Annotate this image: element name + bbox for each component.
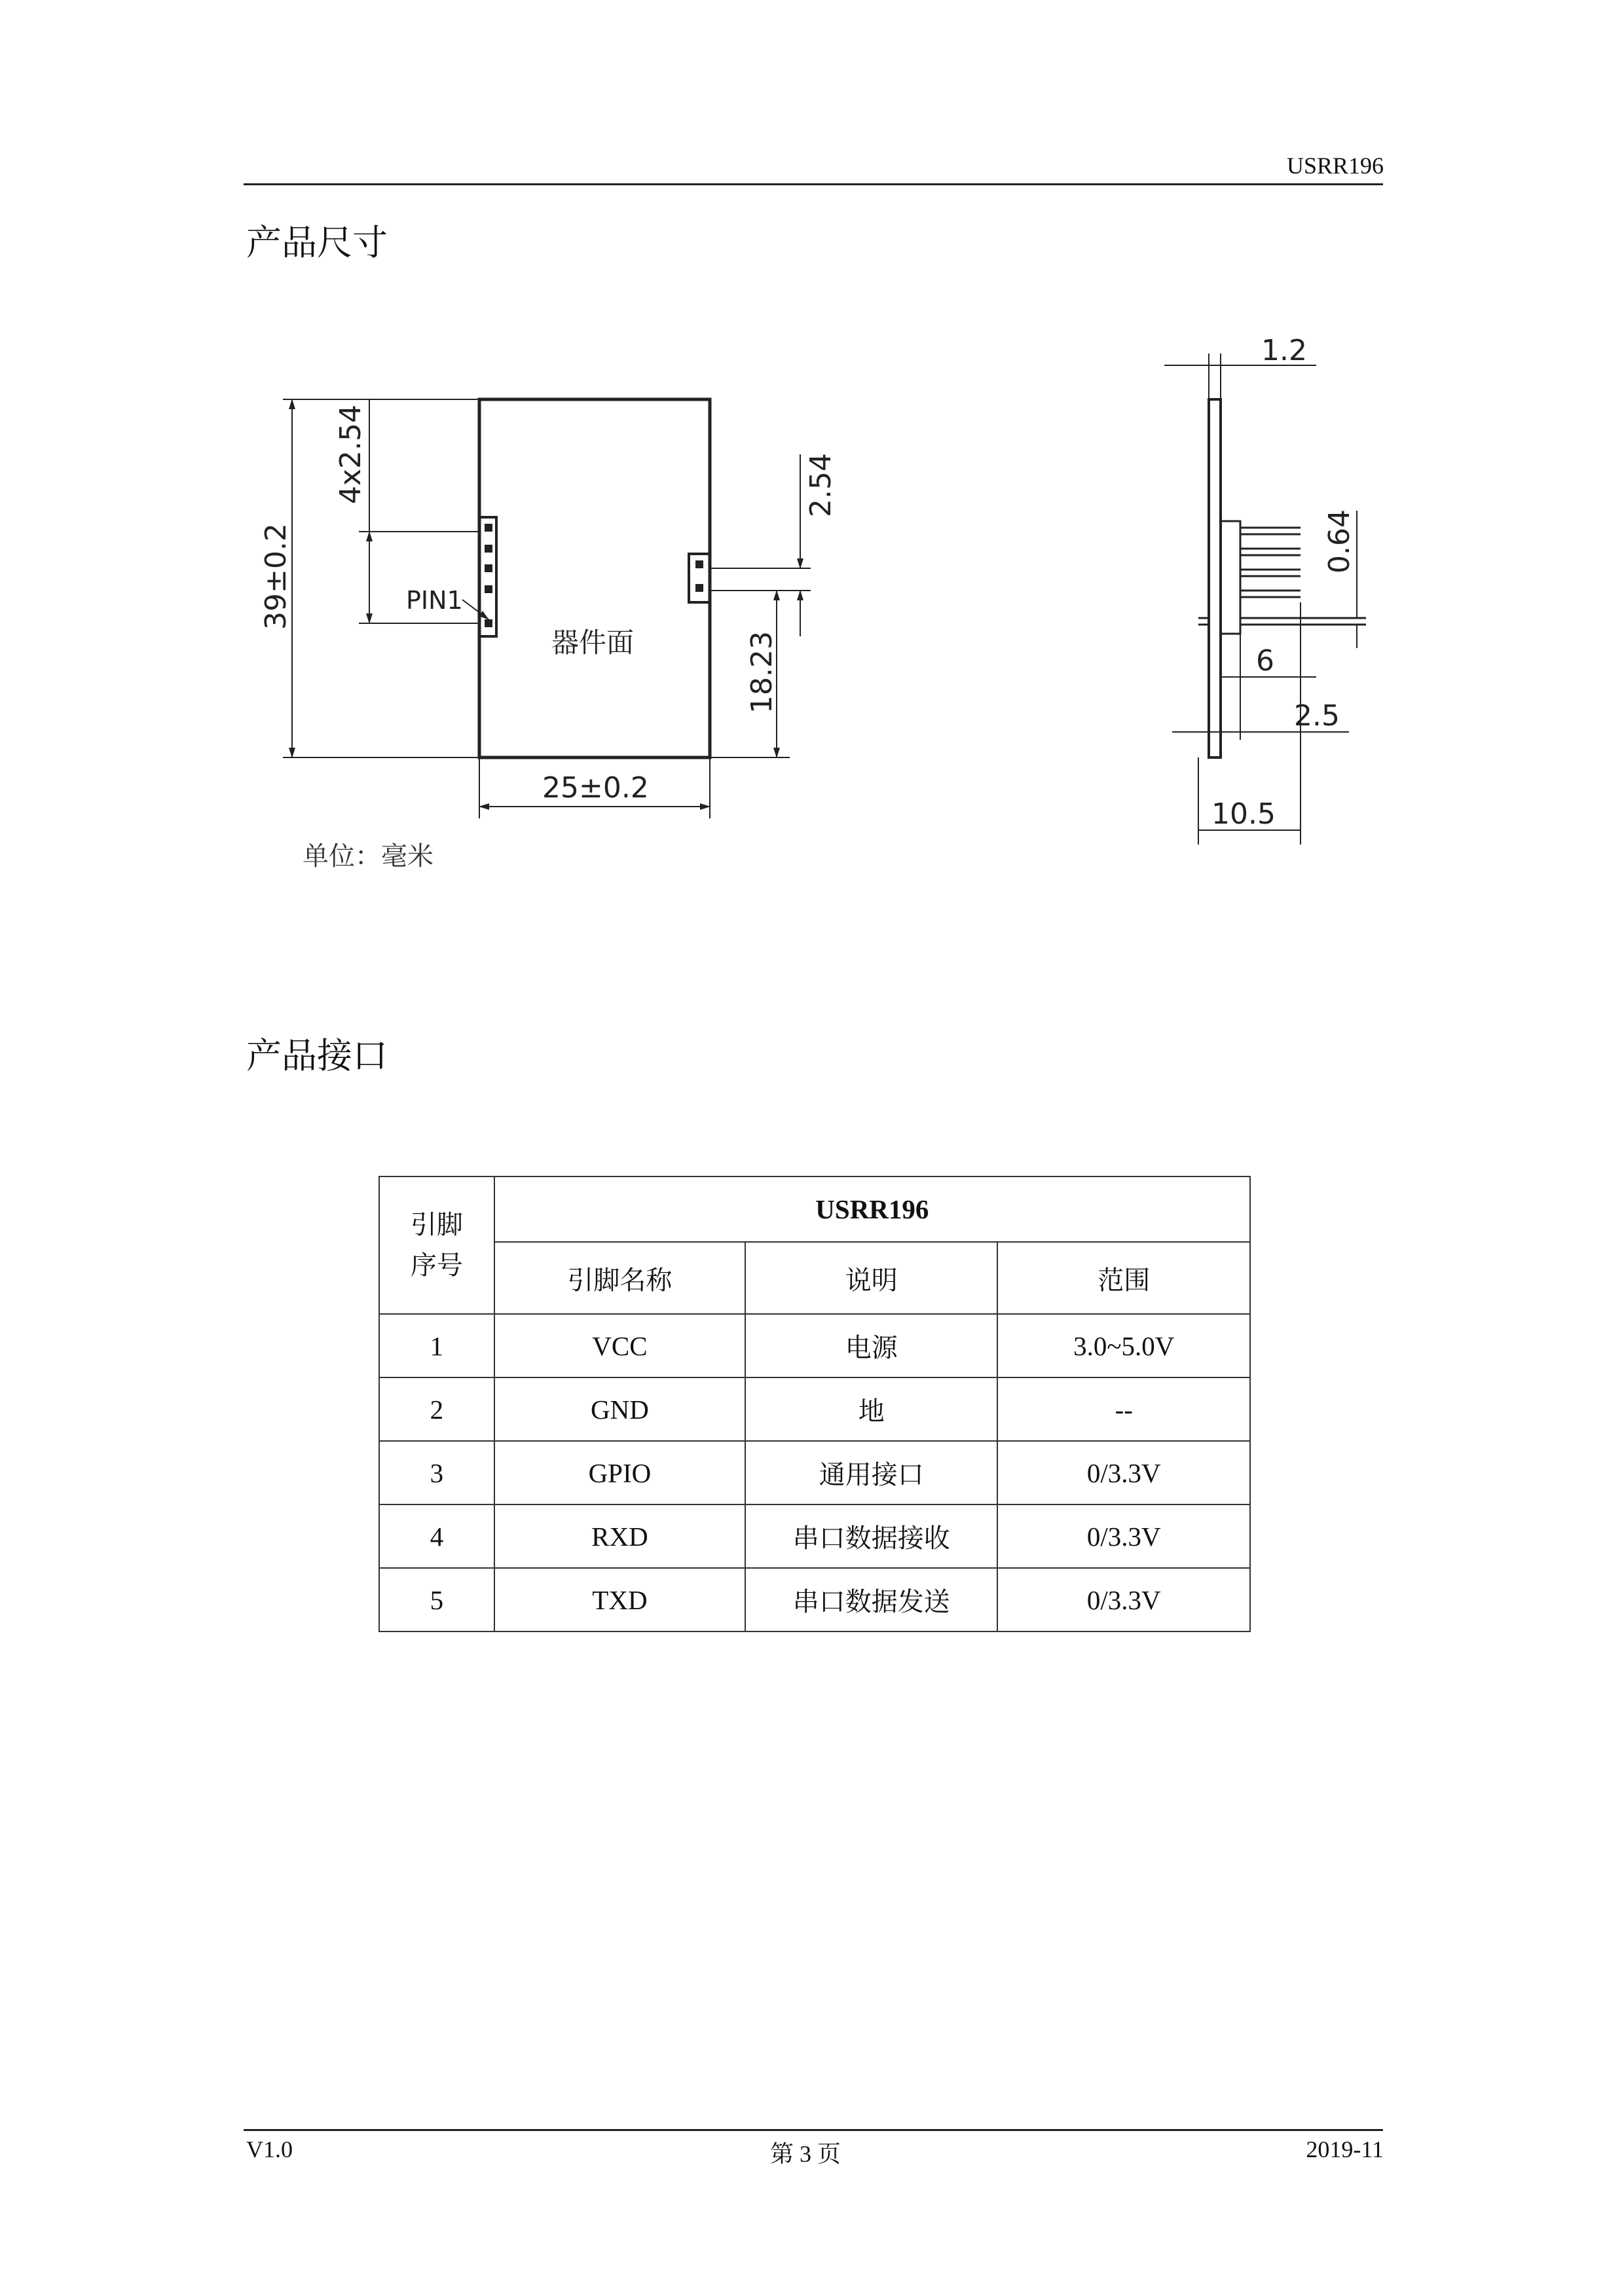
pin-table	[378, 1176, 1251, 1632]
side-thickness-label: 1.2	[1261, 334, 1307, 367]
pin-no: 3	[379, 1441, 494, 1504]
interface-section-title: 产品接口	[246, 1035, 388, 1076]
pin-no: 4	[379, 1504, 494, 1568]
pin1-label: PIN1	[406, 586, 463, 615]
column-header-name: 引脚名称	[494, 1242, 745, 1314]
table-row	[379, 1504, 1250, 1568]
pin-name: GND	[494, 1377, 745, 1441]
pin-range: 3.0~5.0V	[997, 1314, 1250, 1377]
table-row	[379, 1314, 1250, 1377]
column-header-range: 范围	[997, 1242, 1250, 1314]
header-title: USRR196	[1286, 153, 1384, 179]
dimensions-section-title: 产品尺寸	[246, 222, 388, 263]
offset-label: 18.23	[745, 631, 779, 714]
column-header-desc: 说明	[745, 1242, 997, 1314]
pin-range: 0/3.3V	[997, 1504, 1250, 1568]
pin-range: 0/3.3V	[997, 1568, 1250, 1631]
width-label: 25±0.2	[542, 771, 649, 805]
pin-no: 1	[379, 1314, 494, 1377]
component-side-label: 器件面	[551, 627, 635, 659]
pin-no-header: 引脚 序号	[379, 1176, 494, 1314]
footer-date: 2019-11	[1306, 2136, 1384, 2162]
pin-name: VCC	[494, 1314, 745, 1377]
pin-pitch-label: 4x2.54	[334, 404, 367, 504]
pin-length-label: 6	[1256, 644, 1274, 678]
footer-rule	[244, 2129, 1383, 2131]
footer-version: V1.0	[246, 2136, 293, 2162]
table-row	[379, 1441, 1250, 1504]
pin-range: --	[997, 1377, 1250, 1441]
pin-name: TXD	[494, 1568, 745, 1631]
pin-desc: 串口数据发送	[745, 1568, 997, 1631]
side-pin-block	[1221, 521, 1240, 634]
side-view-drawing	[0, 0, 1624, 917]
pin-width-label: 0.64	[1323, 509, 1356, 574]
table-row	[379, 1377, 1250, 1441]
total-depth-label: 10.5	[1211, 797, 1276, 831]
side-board	[1209, 399, 1221, 757]
small-pitch-label: 2.54	[804, 453, 838, 517]
pin-name: GPIO	[494, 1441, 745, 1504]
pin-desc: 地	[745, 1377, 997, 1441]
pin-name: RXD	[494, 1504, 745, 1568]
footer-page-number: 第 3 页	[769, 2141, 841, 2167]
pin-desc: 电源	[745, 1314, 997, 1377]
height-label: 39±0.2	[259, 523, 293, 630]
pin-no: 5	[379, 1568, 494, 1631]
pin-range: 0/3.3V	[997, 1441, 1250, 1504]
table-row	[379, 1568, 1250, 1631]
unit-label: 单位：毫米	[303, 841, 434, 871]
pin-desc: 串口数据接收	[745, 1504, 997, 1568]
pin-no: 2	[379, 1377, 494, 1441]
pin-base-label: 2.5	[1294, 699, 1340, 733]
pin-desc: 通用接口	[745, 1441, 997, 1504]
table-model-header: USRR196	[494, 1176, 1250, 1242]
